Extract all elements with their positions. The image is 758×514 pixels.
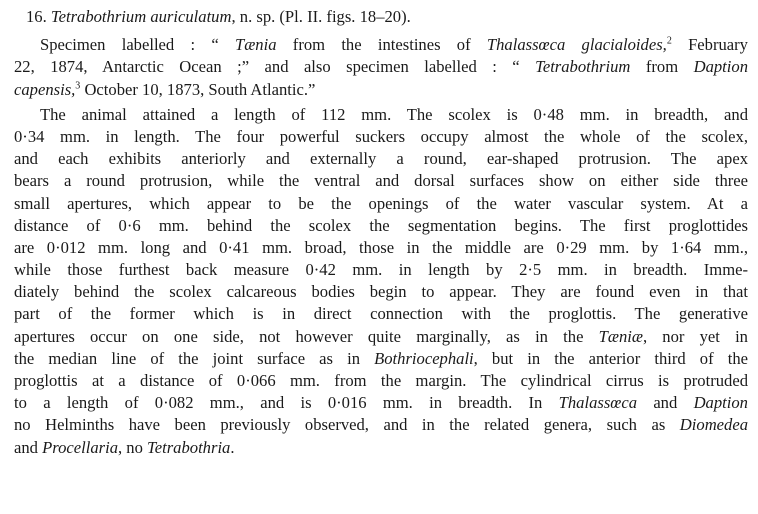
text-line: capensis,$^3$ October 10, 1873, South Atlantic.” <box>14 79 316 99</box>
text-line: while those furthest back measure 0·42 mm. in length by 2·5 mm. in breadth. Imme- <box>14 260 748 280</box>
text-line: distance of 0·6 mm. behind the scolex the segmentation begins. The first proglottides <box>14 215 748 235</box>
specimen-paragraph <box>14 34 748 101</box>
description-paragraph <box>14 104 748 459</box>
section-number: 16. <box>26 7 47 26</box>
text-line: 0·34 mm. in length. The four powerful suckers occupy almost the whole of the scolex, <box>14 126 748 146</box>
text-line: bears a round protrusion, while the ventral and dorsal surfaces show on either side three <box>14 171 748 191</box>
text-line: and each exhibits anteriorly and externally a round, ear-shaped protrusion. The apex <box>14 149 748 169</box>
footnote-ref: 3 <box>75 80 81 92</box>
document-page <box>14 6 748 459</box>
text-line: small apertures, which appear to be the openings of the water vascular system. At a <box>14 193 748 213</box>
heading-rest: , n. sp. (Pl. II. figs. 18–20). <box>231 7 411 26</box>
text-line: 22, 1874, Antarctic Ocean ;” and also specimen labelled : “ Tetrabothrium from Daption <box>14 57 748 77</box>
text-line: no Helminths have been previously observed, and in the related genera, such as Diomedea <box>14 415 748 435</box>
text-line: part of the former which is in direct connection with the proglottis. The generative <box>14 304 748 324</box>
text-line: are 0·012 mm. long and 0·41 mm. broad, those in the middle are 0·29 mm. by 1·64 mm., <box>14 237 748 257</box>
text-line: proglottis at a distance of 0·066 mm. from the margin. The cylindrical cirrus is protruded <box>14 371 748 390</box>
footnote-ref: 2 <box>666 35 672 47</box>
text-line: and Procellaria, no Tetrabothria. <box>14 437 235 457</box>
text-line: to a length of 0·082 mm., and is 0·016 mm. in breadth. In Thalassœca and Daption <box>14 393 748 413</box>
text-line: the median line of the joint surface as in Bothriocephali, but in the anterior third of the <box>14 348 748 368</box>
text-line: apertures occur on one side, not however quite marginally, as in the Tæniæ, nor yet in <box>14 326 748 346</box>
section-heading <box>14 6 748 28</box>
text-line: Specimen labelled : “ Tænia from the intestines of Thalassœca glacialoides,$^2$ February <box>40 35 748 55</box>
text-line: The animal attained a length of 112 mm. The scolex is 0·48 mm. in breadth, and <box>40 104 748 124</box>
text-line: diately behind the scolex calcareous bodies begin to appear. They are found even in that <box>14 282 748 302</box>
species-name: Tetrabothrium auriculatum <box>50 7 232 26</box>
